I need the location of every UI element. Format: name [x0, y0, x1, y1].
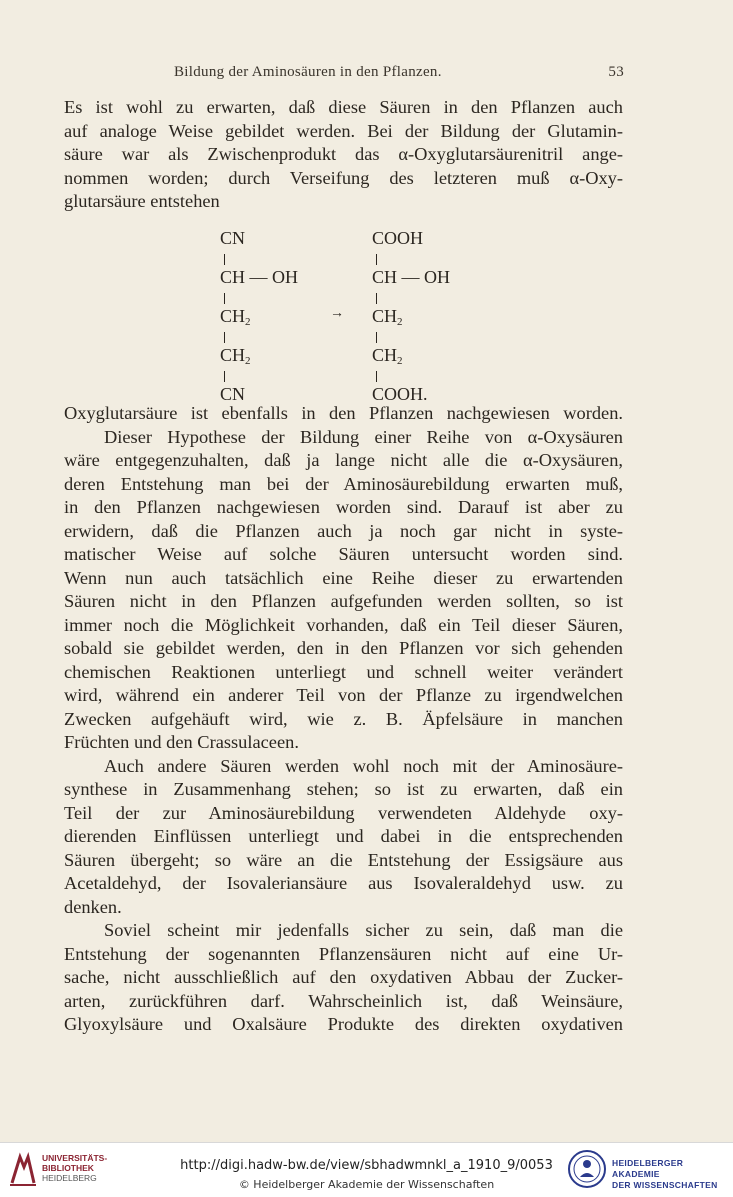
formula-group: $CH_2$	[220, 345, 251, 367]
running-head	[64, 64, 624, 86]
text-line: deren Entstehung man bei der Aminosäurebildung erwarten muß,	[64, 473, 623, 494]
text-line: Soviel scheint mir jedenfalls sicher zu sein, daß man die	[104, 920, 623, 940]
formula-group: COOH.	[372, 384, 428, 404]
formula-group: CH — OH	[220, 267, 299, 287]
text-line: säure war als Zwischenprodukt das α-Oxyglutarsäurenitril ange-	[64, 144, 623, 164]
text-line: synthese in Zusammenhang stehen; so ist zu erwarten, daß ein	[64, 779, 623, 799]
text-line: Wenn nun auch tatsächlich eine Reihe dieser zu erwartenden	[64, 567, 623, 588]
reaction-arrow: →	[330, 306, 344, 321]
text-line: sache, nicht ausschließlich auf den oxydativen Abbau der Zucker-	[64, 967, 623, 987]
bond-line	[224, 254, 225, 265]
permalink-url[interactable]: http://digi.hadw-bw.de/view/sbhadwmnkl_a_1910_9/0053	[180, 1158, 553, 1173]
text-line: wäre entgegenzuhalten, daß ja lange nicht alle die α-Oxysäuren,	[64, 450, 623, 470]
formula-group: CN	[220, 384, 246, 404]
page-number: 53	[608, 64, 624, 80]
text-line: erwidern, daß die Pflanzen auch ja noch gar nicht in syste-	[64, 520, 623, 541]
text-line: sobald sie gebildet werden, den in den Pflanzen vor sich gehenden	[64, 638, 623, 658]
text-line: in den Pflanzen nachgewiesen worden sind. Darauf ist aber zu	[64, 497, 623, 517]
body-text	[64, 402, 623, 1037]
text-line: Teil der zur Aminosäurebildung verwendeten Aldehyde oxy-	[64, 802, 623, 823]
text-line: Oxyglutarsäure ist ebenfalls in den Pflanzen nachgewiesen worden.	[64, 403, 623, 423]
formula-group: $CH_2$	[220, 306, 251, 328]
bond-line	[376, 293, 377, 304]
viewer-footer	[0, 1142, 733, 1197]
text-line: Säuren nicht in den Pflanzen aufgefunden werden sollten, so ist	[64, 591, 623, 611]
text-line: Säuren übergeht; so wäre an die Entstehung der Essigsäure aus	[64, 849, 623, 870]
formula-right-column	[372, 228, 450, 404]
bond-line	[376, 332, 377, 343]
text-line: Entstehung der sogenannten Pflanzensäuren nicht auf eine Ur-	[64, 943, 623, 964]
text-line: Auch andere Säuren werden wohl noch mit der Aminosäure-	[104, 755, 623, 776]
text-line: Dieser Hypothese der Bildung einer Reihe von α-Oxysäuren	[104, 426, 623, 447]
formula-left-column	[220, 228, 298, 404]
text-line: Glyoxylsäure und Oxalsäure Produkte des direkten oxydativen	[64, 1014, 623, 1034]
text-line: immer noch die Möglichkeit vorhanden, daß ein Teil dieser Säuren,	[64, 614, 623, 635]
text-line: Acetaldehyd, der Isovaleriansäure aus Isovaleraldehyd usw. zu	[64, 873, 623, 893]
chemical-formula	[0, 228, 733, 404]
text-line: Zwecken aufgehäuft wird, wie z. B. Äpfelsäure in manchen	[64, 708, 623, 729]
text-line: nommen worden; durch Verseifung des letzteren muß α-Oxy-	[64, 167, 623, 188]
university-library-logo-text: UNIVERSITÄTS- BIBLIOTHEK HEIDELBERG	[42, 1153, 108, 1183]
text-line: Es ist wohl zu erwarten, daß diese Säuren in den Pflanzen auch	[64, 97, 623, 117]
text-line: wird, während ein anderer Teil von der Pflanze zu irgendwelchen	[64, 685, 623, 705]
bond-line	[224, 371, 225, 382]
formula-group: $CH_2$	[372, 306, 403, 328]
bond-line	[224, 332, 225, 343]
text-line: auf analoge Weise gebildet werden. Bei der Bildung der Glutamin-	[64, 120, 623, 141]
academy-logo-text: HEIDELBERGER AKADEMIE DER WISSENSCHAFTEN	[612, 1158, 718, 1190]
text-line: dierenden Einflüssen unterliegt und dabei in die entsprechenden	[64, 826, 623, 846]
text-line: matischer Weise auf solche Säuren untersucht worden sind.	[64, 544, 623, 564]
bond-line	[376, 254, 377, 265]
bond-line	[376, 371, 377, 382]
text-line: arten, zurückführen darf. Wahrscheinlich ist, daß Weinsäure,	[64, 990, 623, 1011]
running-title: Bildung der Aminosäuren in den Pflanzen.	[174, 64, 442, 80]
formula-group: CN	[220, 228, 246, 248]
intro-paragraph	[64, 96, 623, 214]
text-line: chemischen Reaktionen unterliegt und schnell weiter verändert	[64, 661, 623, 682]
text-line: denken.	[64, 896, 122, 917]
academy-seal-icon[interactable]	[567, 1149, 607, 1189]
copyright-notice: © Heidelberger Akademie der Wissenschaften	[238, 1178, 495, 1191]
text-line: Früchten und den Crassulaceen.	[64, 732, 299, 752]
formula-group: COOH	[372, 228, 424, 248]
formula-group: $CH_2$	[372, 345, 403, 367]
formula-group: CH — OH	[372, 267, 451, 287]
bond-line	[224, 293, 225, 304]
text-line: glutarsäure entstehen	[64, 191, 220, 211]
